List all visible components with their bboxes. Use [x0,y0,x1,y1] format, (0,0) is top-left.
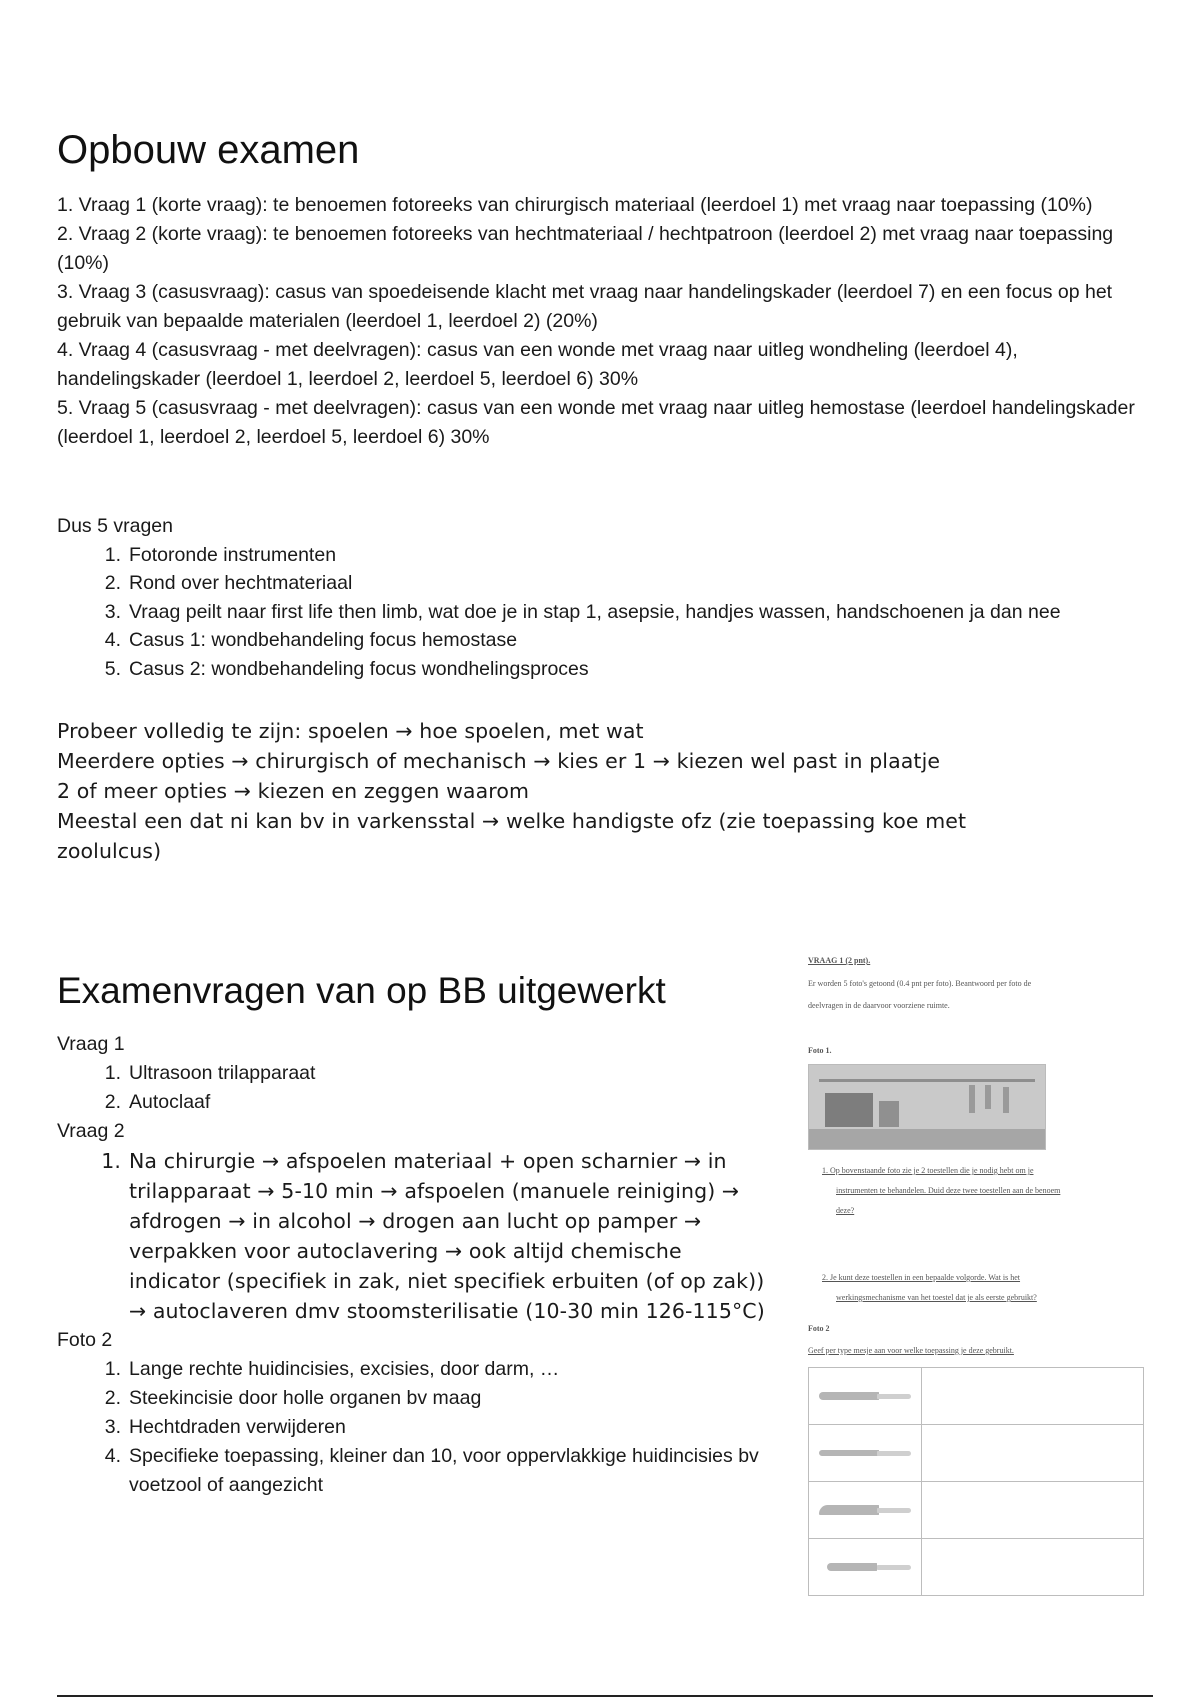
table-row [809,1539,1144,1596]
thumb-text: 2. Je kunt deze toestellen in een bepaalde volgorde. Wat is het [822,1273,1021,1282]
thumb-text: instrumenten te behandelen. Duid deze twee toestellen aan de benoem [836,1186,1061,1195]
thumb-text: 1. Op bovenstaande foto zie je 2 toestellen die je nodig hebt om je [822,1166,1034,1175]
list-item: 5. Casus 2: wondbehandeling focus wondhelingsproces [104,657,589,680]
scalpel-blade-icon [819,1387,911,1405]
list-item: 2. Autoclaaf [104,1091,211,1113]
section-title-opbouw: Opbouw examen [57,128,360,172]
list-item: 1. Ultrasoon trilapparaat [104,1062,316,1084]
list-item: 2. Steekincisie door holle organen bv maag [104,1387,482,1409]
list-item: 1. Lange rechte huidincisies, excisies, door darm, … [104,1358,560,1380]
lab-equipment-photo [808,1064,1046,1150]
thumb-heading: VRAAG 1 (2 pnt). [808,956,871,965]
list-item: 3. Hechtdraden verwijderen [104,1416,346,1438]
list-item: 1. Na chirurgie → afspoelen materiaal + open scharnier → in trilapparaat → 5-10 min → afspoelen (manuele reiniging) → afdrogen → in alcohol → drogen aan lucht op pamper → verpakken voor autoclavering → ook altijd chemische indicator (specifiek in zak, niet specifiek erbuiten (of op zak)) → autoclaveren dmv stoomsterilisatie (10-30 min 126-115°C) [101,1149,765,1323]
exam-structure-item: 2. Vraag 2 (korte vraag): te benoemen fotoreeks van hechtmateriaal / hechtpatroon (leerdoel 2) met vraag naar toepassing (10%) [57,223,1114,274]
exam-structure-list [57,191,1137,452]
scalpel-blade-icon [819,1501,911,1519]
vraag1-label: Vraag 1 [57,1033,125,1055]
thumb-text: Foto 1. [808,1046,832,1055]
thumb-text: Foto 2 [808,1324,830,1333]
summary-label: Dus 5 vragen [57,515,173,537]
exam-structure-item: 4. Vraag 4 (casusvraag - met deelvragen): casus van een wonde met vraag naar uitleg wondheling (leerdoel 4), handelingskader (leerdoel 1, leerdoel 2, leerdoel 5, leerdoel 6) 30% [57,339,1018,390]
worked-answers [57,1030,777,1500]
list-item: 4. Specifieke toepassing, kleiner dan 10, voor oppervlakkige huidincisies bv voetzool of aangezicht [104,1445,759,1496]
foto2-label: Foto 2 [57,1329,113,1351]
thumb-text: Geef per type mesje aan voor welke toepassing je deze gebruikt. [808,1346,1014,1355]
summary-list [57,541,1137,684]
note-line: Probeer volledig te zijn: spoelen → hoe spoelen, met wat [57,719,644,743]
thumb-text: werkingsmechanisme van het toestel dat je als eerste gebruikt? [836,1293,1037,1302]
list-item: 2. Rond over hechtmateriaal [104,572,353,594]
vraag2-list [57,1146,777,1326]
exam-structure-item: 5. Vraag 5 (casusvraag - met deelvragen): casus van een wonde met vraag naar uitleg hemostase (leerdoel handelingskader (leerdoel 1, leerdoel 2, leerdoel 5, leerdoel 6) 30% [57,397,1135,448]
table-row [809,1482,1144,1539]
table-row [809,1368,1144,1425]
exam-page-thumbnail [808,952,1148,1592]
note-line: 2 of meer opties → kiezen en zeggen waarom [57,779,530,803]
note-line: Meestal een dat ni kan bv in varkensstal → welke handigste ofz (zie toepassing koe met zoolulcus) [57,809,967,863]
list-item: 1. Fotoronde instrumenten [104,543,337,566]
notes-block [57,716,1057,866]
thumb-text: deze? [836,1206,855,1215]
summary-block [57,512,1137,683]
scalpel-blade-table [808,1367,1144,1596]
exam-structure-item: 1. Vraag 1 (korte vraag): te benoemen fotoreeks van chirurgisch materiaal (leerdoel 1) met vraag naar toepassing (10%) [57,194,1093,216]
page-divider [57,1695,1153,1697]
thumb-text: Er worden 5 foto's getoond (0.4 pnt per foto). Beantwoord per foto de [808,979,1032,988]
scalpel-blade-icon [819,1444,911,1462]
thumb-text: deelvragen in de daarvoor voorziene ruimte. [808,1001,950,1010]
list-item: 3. Vraag peilt naar first life then limb, wat doe je in stap 1, asepsie, handjes wassen, handschoenen ja dan nee [104,600,1061,623]
foto2-list [57,1355,777,1500]
table-row [809,1425,1144,1482]
exam-structure-item: 3. Vraag 3 (casusvraag): casus van spoedeisende klacht met vraag naar handelingskader (leerdoel 7) en een focus op het gebruik van bepaalde materialen (leerdoel 1, leerdoel 2) (20%) [57,281,1113,332]
note-line: Meerdere opties → chirurgisch of mechanisch → kies er 1 → kiezen wel past in plaatje [57,749,941,773]
list-item: 4. Casus 1: wondbehandeling focus hemostase [104,629,518,651]
scalpel-blade-icon [819,1558,911,1576]
vraag2-label: Vraag 2 [57,1120,125,1142]
section-title-examenvragen: Examenvragen van op BB uitgewerkt [57,970,666,1011]
vraag1-list [57,1059,777,1117]
